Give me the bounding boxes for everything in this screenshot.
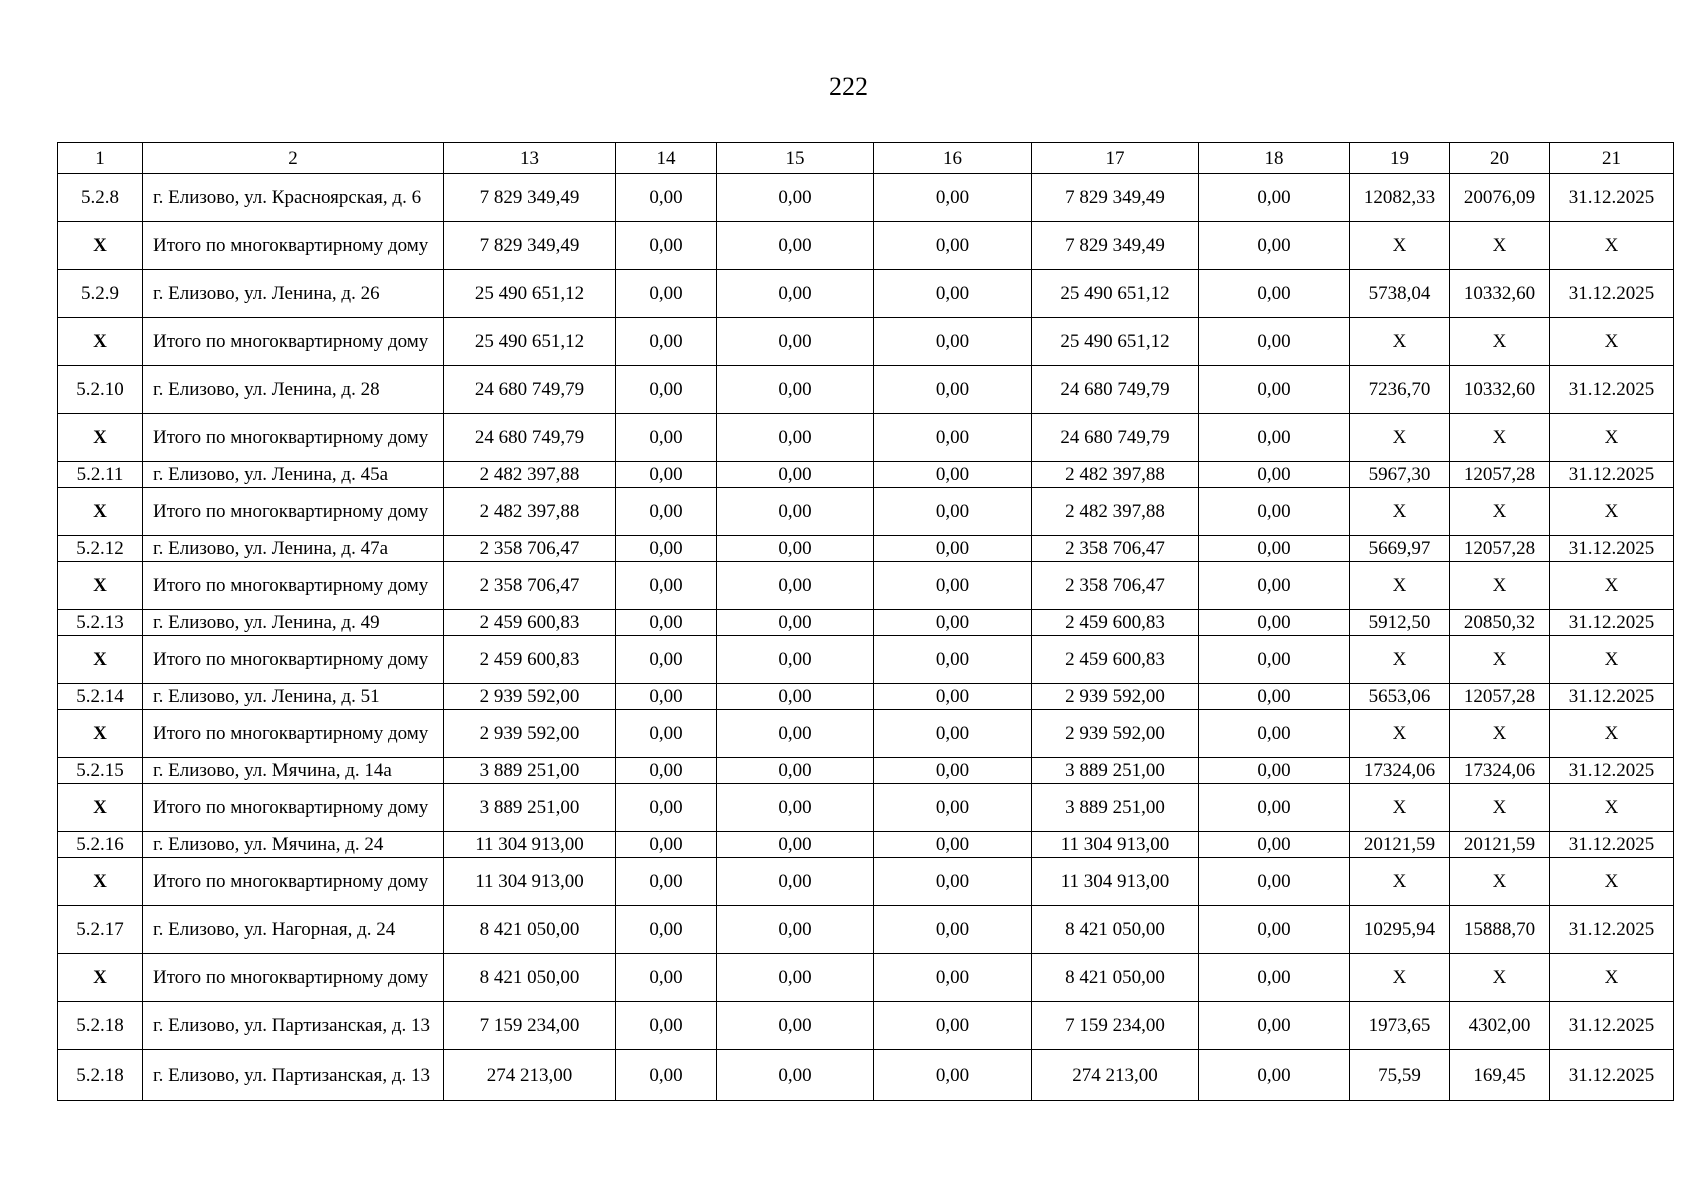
value-cell: 25 490 651,12 bbox=[444, 270, 616, 318]
value-cell: Х bbox=[1550, 318, 1674, 366]
value-cell: Х bbox=[1550, 488, 1674, 536]
row-number-cell: Х bbox=[58, 318, 143, 366]
row-number-cell: Х bbox=[58, 710, 143, 758]
value-cell: 7 829 349,49 bbox=[1032, 222, 1199, 270]
table-row bbox=[58, 488, 1674, 536]
value-cell: 0,00 bbox=[717, 536, 874, 562]
row-number-cell: 5.2.11 bbox=[58, 462, 143, 488]
value-cell: 0,00 bbox=[874, 610, 1032, 636]
value-cell: 0,00 bbox=[1199, 610, 1350, 636]
value-cell: 0,00 bbox=[616, 710, 717, 758]
table-row bbox=[58, 462, 1674, 488]
value-cell: 0,00 bbox=[616, 462, 717, 488]
value-cell: 0,00 bbox=[616, 784, 717, 832]
value-cell: 75,59 bbox=[1350, 1050, 1450, 1101]
value-cell: 4302,00 bbox=[1450, 1002, 1550, 1050]
value-cell: 0,00 bbox=[874, 906, 1032, 954]
value-cell: 7 829 349,49 bbox=[444, 222, 616, 270]
value-cell: 0,00 bbox=[1199, 270, 1350, 318]
value-cell: 274 213,00 bbox=[1032, 1050, 1199, 1101]
column-header: 2 bbox=[143, 143, 444, 174]
data-table bbox=[57, 142, 1674, 1101]
table-row bbox=[58, 414, 1674, 462]
table-row bbox=[58, 954, 1674, 1002]
table-row bbox=[58, 784, 1674, 832]
row-number-cell: 5.2.18 bbox=[58, 1050, 143, 1101]
table-row bbox=[58, 710, 1674, 758]
address-cell: г. Елизово, ул. Красноярская, д. 6 bbox=[143, 174, 444, 222]
value-cell: 31.12.2025 bbox=[1550, 758, 1674, 784]
value-cell: 0,00 bbox=[874, 562, 1032, 610]
row-number-cell: Х bbox=[58, 858, 143, 906]
address-cell: г. Елизово, ул. Нагорная, д. 24 bbox=[143, 906, 444, 954]
row-number-cell: Х bbox=[58, 488, 143, 536]
value-cell: Х bbox=[1550, 222, 1674, 270]
value-cell: 8 421 050,00 bbox=[1032, 954, 1199, 1002]
value-cell: 0,00 bbox=[616, 758, 717, 784]
row-number-cell: Х bbox=[58, 414, 143, 462]
value-cell: 3 889 251,00 bbox=[1032, 758, 1199, 784]
value-cell: 0,00 bbox=[717, 1002, 874, 1050]
value-cell: 0,00 bbox=[874, 536, 1032, 562]
value-cell: Х bbox=[1450, 636, 1550, 684]
value-cell: 31.12.2025 bbox=[1550, 1002, 1674, 1050]
value-cell: 0,00 bbox=[1199, 954, 1350, 1002]
value-cell: 0,00 bbox=[1199, 1050, 1350, 1101]
value-cell: 17324,06 bbox=[1350, 758, 1450, 784]
value-cell: 0,00 bbox=[1199, 174, 1350, 222]
value-cell: 11 304 913,00 bbox=[1032, 832, 1199, 858]
value-cell: 12057,28 bbox=[1450, 536, 1550, 562]
value-cell: 8 421 050,00 bbox=[444, 954, 616, 1002]
value-cell: 0,00 bbox=[616, 1050, 717, 1101]
value-cell: Х bbox=[1550, 562, 1674, 610]
value-cell: Х bbox=[1350, 954, 1450, 1002]
value-cell: 0,00 bbox=[616, 858, 717, 906]
value-cell: 3 889 251,00 bbox=[1032, 784, 1199, 832]
value-cell: 25 490 651,12 bbox=[1032, 270, 1199, 318]
table-row bbox=[58, 832, 1674, 858]
row-number-cell: Х bbox=[58, 222, 143, 270]
value-cell: 0,00 bbox=[874, 174, 1032, 222]
table-row bbox=[58, 1050, 1674, 1101]
row-number-cell: Х bbox=[58, 562, 143, 610]
value-cell: 0,00 bbox=[616, 1002, 717, 1050]
value-cell: Х bbox=[1550, 858, 1674, 906]
value-cell: 0,00 bbox=[874, 318, 1032, 366]
value-cell: 0,00 bbox=[616, 414, 717, 462]
value-cell: 11 304 913,00 bbox=[1032, 858, 1199, 906]
value-cell: 2 459 600,83 bbox=[1032, 636, 1199, 684]
column-header: 1 bbox=[58, 143, 143, 174]
row-number-cell: 5.2.18 bbox=[58, 1002, 143, 1050]
value-cell: 0,00 bbox=[717, 222, 874, 270]
value-cell: 0,00 bbox=[717, 710, 874, 758]
value-cell: Х bbox=[1550, 710, 1674, 758]
table-row bbox=[58, 1002, 1674, 1050]
row-number-cell: Х bbox=[58, 954, 143, 1002]
value-cell: 2 482 397,88 bbox=[1032, 462, 1199, 488]
value-cell: 0,00 bbox=[616, 636, 717, 684]
value-cell: 0,00 bbox=[874, 954, 1032, 1002]
value-cell: 31.12.2025 bbox=[1550, 462, 1674, 488]
value-cell: 0,00 bbox=[1199, 832, 1350, 858]
address-cell: г. Елизово, ул. Ленина, д. 28 bbox=[143, 366, 444, 414]
value-cell: 0,00 bbox=[1199, 784, 1350, 832]
value-cell: 0,00 bbox=[874, 270, 1032, 318]
value-cell: 0,00 bbox=[1199, 462, 1350, 488]
address-cell: г. Елизово, ул. Мячина, д. 14а bbox=[143, 758, 444, 784]
value-cell: 24 680 749,79 bbox=[1032, 414, 1199, 462]
address-cell: г. Елизово, ул. Ленина, д. 47а bbox=[143, 536, 444, 562]
value-cell: 0,00 bbox=[1199, 906, 1350, 954]
address-cell: Итого по многоквартирному дому bbox=[143, 858, 444, 906]
row-number-cell: 5.2.8 bbox=[58, 174, 143, 222]
value-cell: 2 482 397,88 bbox=[444, 488, 616, 536]
value-cell: 0,00 bbox=[717, 488, 874, 536]
value-cell: 10295,94 bbox=[1350, 906, 1450, 954]
value-cell: Х bbox=[1450, 858, 1550, 906]
value-cell: 0,00 bbox=[616, 366, 717, 414]
address-cell: Итого по многоквартирному дому bbox=[143, 562, 444, 610]
value-cell: 0,00 bbox=[874, 1050, 1032, 1101]
address-cell: г. Елизово, ул. Ленина, д. 45а bbox=[143, 462, 444, 488]
value-cell: 0,00 bbox=[717, 906, 874, 954]
value-cell: 0,00 bbox=[1199, 366, 1350, 414]
value-cell: 0,00 bbox=[717, 758, 874, 784]
value-cell: 31.12.2025 bbox=[1550, 610, 1674, 636]
address-cell: Итого по многоквартирному дому bbox=[143, 488, 444, 536]
value-cell: 11 304 913,00 bbox=[444, 832, 616, 858]
value-cell: 0,00 bbox=[616, 832, 717, 858]
value-cell: 31.12.2025 bbox=[1550, 906, 1674, 954]
value-cell: 0,00 bbox=[616, 562, 717, 610]
value-cell: 3 889 251,00 bbox=[444, 758, 616, 784]
row-number-cell: 5.2.9 bbox=[58, 270, 143, 318]
value-cell: Х bbox=[1350, 858, 1450, 906]
value-cell: 31.12.2025 bbox=[1550, 366, 1674, 414]
value-cell: 0,00 bbox=[874, 710, 1032, 758]
value-cell: 0,00 bbox=[717, 366, 874, 414]
value-cell: Х bbox=[1450, 562, 1550, 610]
address-cell: Итого по многоквартирному дому bbox=[143, 414, 444, 462]
column-header: 14 bbox=[616, 143, 717, 174]
value-cell: Х bbox=[1450, 710, 1550, 758]
address-cell: Итого по многоквартирному дому bbox=[143, 222, 444, 270]
value-cell: 0,00 bbox=[874, 832, 1032, 858]
value-cell: Х bbox=[1350, 562, 1450, 610]
table-row bbox=[58, 684, 1674, 710]
row-number-cell: 5.2.15 bbox=[58, 758, 143, 784]
address-cell: г. Елизово, ул. Партизанская, д. 13 bbox=[143, 1050, 444, 1101]
table-row bbox=[58, 562, 1674, 610]
value-cell: 1973,65 bbox=[1350, 1002, 1450, 1050]
value-cell: 0,00 bbox=[874, 488, 1032, 536]
value-cell: 0,00 bbox=[1199, 536, 1350, 562]
value-cell: 0,00 bbox=[874, 222, 1032, 270]
value-cell: 0,00 bbox=[717, 636, 874, 684]
table-row bbox=[58, 906, 1674, 954]
value-cell: 0,00 bbox=[874, 758, 1032, 784]
value-cell: 0,00 bbox=[1199, 758, 1350, 784]
value-cell: 2 459 600,83 bbox=[444, 610, 616, 636]
page-number: 222 bbox=[829, 72, 868, 101]
value-cell: 0,00 bbox=[1199, 562, 1350, 610]
address-cell: г. Елизово, ул. Ленина, д. 26 bbox=[143, 270, 444, 318]
value-cell: 7 829 349,49 bbox=[1032, 174, 1199, 222]
value-cell: 31.12.2025 bbox=[1550, 1050, 1674, 1101]
value-cell: 0,00 bbox=[616, 684, 717, 710]
value-cell: 0,00 bbox=[717, 270, 874, 318]
value-cell: 0,00 bbox=[717, 954, 874, 1002]
value-cell: 31.12.2025 bbox=[1550, 536, 1674, 562]
value-cell: 15888,70 bbox=[1450, 906, 1550, 954]
value-cell: 0,00 bbox=[616, 270, 717, 318]
value-cell: 2 482 397,88 bbox=[1032, 488, 1199, 536]
value-cell: 5653,06 bbox=[1350, 684, 1450, 710]
value-cell: 274 213,00 bbox=[444, 1050, 616, 1101]
address-cell: Итого по многоквартирному дому bbox=[143, 636, 444, 684]
value-cell: 10332,60 bbox=[1450, 270, 1550, 318]
value-cell: Х bbox=[1350, 784, 1450, 832]
value-cell: Х bbox=[1550, 954, 1674, 1002]
value-cell: 7236,70 bbox=[1350, 366, 1450, 414]
table-row bbox=[58, 222, 1674, 270]
value-cell: Х bbox=[1450, 318, 1550, 366]
table-row bbox=[58, 636, 1674, 684]
column-header: 13 bbox=[444, 143, 616, 174]
address-cell: Итого по многоквартирному дому bbox=[143, 710, 444, 758]
table-row bbox=[58, 610, 1674, 636]
value-cell: 0,00 bbox=[1199, 1002, 1350, 1050]
table-row bbox=[58, 318, 1674, 366]
row-number-cell: Х bbox=[58, 636, 143, 684]
value-cell: Х bbox=[1450, 784, 1550, 832]
value-cell: 2 358 706,47 bbox=[444, 562, 616, 610]
column-header: 18 bbox=[1199, 143, 1350, 174]
value-cell: 0,00 bbox=[616, 222, 717, 270]
value-cell: 24 680 749,79 bbox=[1032, 366, 1199, 414]
value-cell: 24 680 749,79 bbox=[444, 366, 616, 414]
value-cell: 0,00 bbox=[1199, 318, 1350, 366]
value-cell: 0,00 bbox=[874, 858, 1032, 906]
value-cell: 0,00 bbox=[717, 610, 874, 636]
value-cell: 11 304 913,00 bbox=[444, 858, 616, 906]
value-cell: Х bbox=[1450, 954, 1550, 1002]
value-cell: 5967,30 bbox=[1350, 462, 1450, 488]
column-header: 17 bbox=[1032, 143, 1199, 174]
column-header: 20 bbox=[1450, 143, 1550, 174]
value-cell: 0,00 bbox=[874, 414, 1032, 462]
value-cell: 0,00 bbox=[616, 906, 717, 954]
row-number-cell: 5.2.16 bbox=[58, 832, 143, 858]
value-cell: 169,45 bbox=[1450, 1050, 1550, 1101]
value-cell: Х bbox=[1350, 318, 1450, 366]
value-cell: 0,00 bbox=[874, 684, 1032, 710]
value-cell: 31.12.2025 bbox=[1550, 832, 1674, 858]
value-cell: 12057,28 bbox=[1450, 684, 1550, 710]
value-cell: 0,00 bbox=[717, 1050, 874, 1101]
value-cell: 31.12.2025 bbox=[1550, 684, 1674, 710]
column-header: 16 bbox=[874, 143, 1032, 174]
value-cell: 2 358 706,47 bbox=[1032, 562, 1199, 610]
value-cell: 20121,59 bbox=[1350, 832, 1450, 858]
value-cell: 20076,09 bbox=[1450, 174, 1550, 222]
value-cell: 12057,28 bbox=[1450, 462, 1550, 488]
table-row bbox=[58, 858, 1674, 906]
value-cell: 31.12.2025 bbox=[1550, 174, 1674, 222]
value-cell: 10332,60 bbox=[1450, 366, 1550, 414]
value-cell: 2 482 397,88 bbox=[444, 462, 616, 488]
address-cell: Итого по многоквартирному дому bbox=[143, 954, 444, 1002]
value-cell: Х bbox=[1350, 222, 1450, 270]
value-cell: 0,00 bbox=[616, 318, 717, 366]
value-cell: 0,00 bbox=[717, 462, 874, 488]
address-cell: г. Елизово, ул. Ленина, д. 51 bbox=[143, 684, 444, 710]
value-cell: 2 939 592,00 bbox=[1032, 710, 1199, 758]
value-cell: 2 939 592,00 bbox=[444, 710, 616, 758]
value-cell: 17324,06 bbox=[1450, 758, 1550, 784]
row-number-cell: 5.2.13 bbox=[58, 610, 143, 636]
value-cell: 0,00 bbox=[717, 414, 874, 462]
value-cell: 0,00 bbox=[616, 954, 717, 1002]
value-cell: 5912,50 bbox=[1350, 610, 1450, 636]
value-cell: 2 459 600,83 bbox=[1032, 610, 1199, 636]
value-cell: 0,00 bbox=[1199, 414, 1350, 462]
value-cell: 0,00 bbox=[1199, 636, 1350, 684]
table-row bbox=[58, 270, 1674, 318]
row-number-cell: 5.2.12 bbox=[58, 536, 143, 562]
value-cell: 0,00 bbox=[616, 536, 717, 562]
value-cell: Х bbox=[1450, 414, 1550, 462]
row-number-cell: 5.2.17 bbox=[58, 906, 143, 954]
value-cell: 0,00 bbox=[1199, 710, 1350, 758]
table-row bbox=[58, 536, 1674, 562]
value-cell: 2 939 592,00 bbox=[444, 684, 616, 710]
value-cell: 0,00 bbox=[874, 636, 1032, 684]
value-cell: 0,00 bbox=[1199, 858, 1350, 906]
value-cell: 0,00 bbox=[1199, 684, 1350, 710]
value-cell: Х bbox=[1350, 414, 1450, 462]
value-cell: 7 829 349,49 bbox=[444, 174, 616, 222]
column-header: 21 bbox=[1550, 143, 1674, 174]
value-cell: 24 680 749,79 bbox=[444, 414, 616, 462]
value-cell: 0,00 bbox=[616, 610, 717, 636]
table-row bbox=[58, 758, 1674, 784]
value-cell: 5738,04 bbox=[1350, 270, 1450, 318]
address-cell: г. Елизово, ул. Партизанская, д. 13 bbox=[143, 1002, 444, 1050]
value-cell: Х bbox=[1350, 488, 1450, 536]
value-cell: 0,00 bbox=[874, 366, 1032, 414]
address-cell: г. Елизово, ул. Мячина, д. 24 bbox=[143, 832, 444, 858]
value-cell: 3 889 251,00 bbox=[444, 784, 616, 832]
value-cell: 0,00 bbox=[616, 174, 717, 222]
value-cell: 12082,33 bbox=[1350, 174, 1450, 222]
value-cell: 5669,97 bbox=[1350, 536, 1450, 562]
value-cell: 0,00 bbox=[1199, 488, 1350, 536]
column-header: 15 bbox=[717, 143, 874, 174]
address-cell: г. Елизово, ул. Ленина, д. 49 bbox=[143, 610, 444, 636]
row-number-cell: 5.2.14 bbox=[58, 684, 143, 710]
table-header-row bbox=[58, 143, 1674, 174]
address-cell: Итого по многоквартирному дому bbox=[143, 318, 444, 366]
value-cell: 2 358 706,47 bbox=[1032, 536, 1199, 562]
table-row bbox=[58, 174, 1674, 222]
value-cell: 25 490 651,12 bbox=[444, 318, 616, 366]
value-cell: 8 421 050,00 bbox=[444, 906, 616, 954]
value-cell: 0,00 bbox=[717, 832, 874, 858]
value-cell: 0,00 bbox=[616, 488, 717, 536]
value-cell: Х bbox=[1450, 222, 1550, 270]
value-cell: 7 159 234,00 bbox=[444, 1002, 616, 1050]
value-cell: 2 459 600,83 bbox=[444, 636, 616, 684]
value-cell: 0,00 bbox=[717, 318, 874, 366]
value-cell: 0,00 bbox=[874, 1002, 1032, 1050]
value-cell: 2 939 592,00 bbox=[1032, 684, 1199, 710]
value-cell: 31.12.2025 bbox=[1550, 270, 1674, 318]
address-cell: Итого по многоквартирному дому bbox=[143, 784, 444, 832]
value-cell: 20121,59 bbox=[1450, 832, 1550, 858]
value-cell: 0,00 bbox=[717, 562, 874, 610]
value-cell: 0,00 bbox=[717, 858, 874, 906]
value-cell: 7 159 234,00 bbox=[1032, 1002, 1199, 1050]
value-cell: Х bbox=[1550, 414, 1674, 462]
row-number-cell: 5.2.10 bbox=[58, 366, 143, 414]
table-row bbox=[58, 366, 1674, 414]
value-cell: 0,00 bbox=[1199, 222, 1350, 270]
value-cell: Х bbox=[1450, 488, 1550, 536]
table-body bbox=[58, 174, 1674, 1101]
value-cell: 0,00 bbox=[717, 174, 874, 222]
value-cell: 0,00 bbox=[874, 462, 1032, 488]
value-cell: 20850,32 bbox=[1450, 610, 1550, 636]
value-cell: Х bbox=[1550, 636, 1674, 684]
row-number-cell: Х bbox=[58, 784, 143, 832]
value-cell: 0,00 bbox=[717, 684, 874, 710]
value-cell: 0,00 bbox=[874, 784, 1032, 832]
value-cell: 8 421 050,00 bbox=[1032, 906, 1199, 954]
value-cell: Х bbox=[1550, 784, 1674, 832]
value-cell: Х bbox=[1350, 636, 1450, 684]
value-cell: 0,00 bbox=[717, 784, 874, 832]
value-cell: 25 490 651,12 bbox=[1032, 318, 1199, 366]
value-cell: Х bbox=[1350, 710, 1450, 758]
value-cell: 2 358 706,47 bbox=[444, 536, 616, 562]
column-header: 19 bbox=[1350, 143, 1450, 174]
